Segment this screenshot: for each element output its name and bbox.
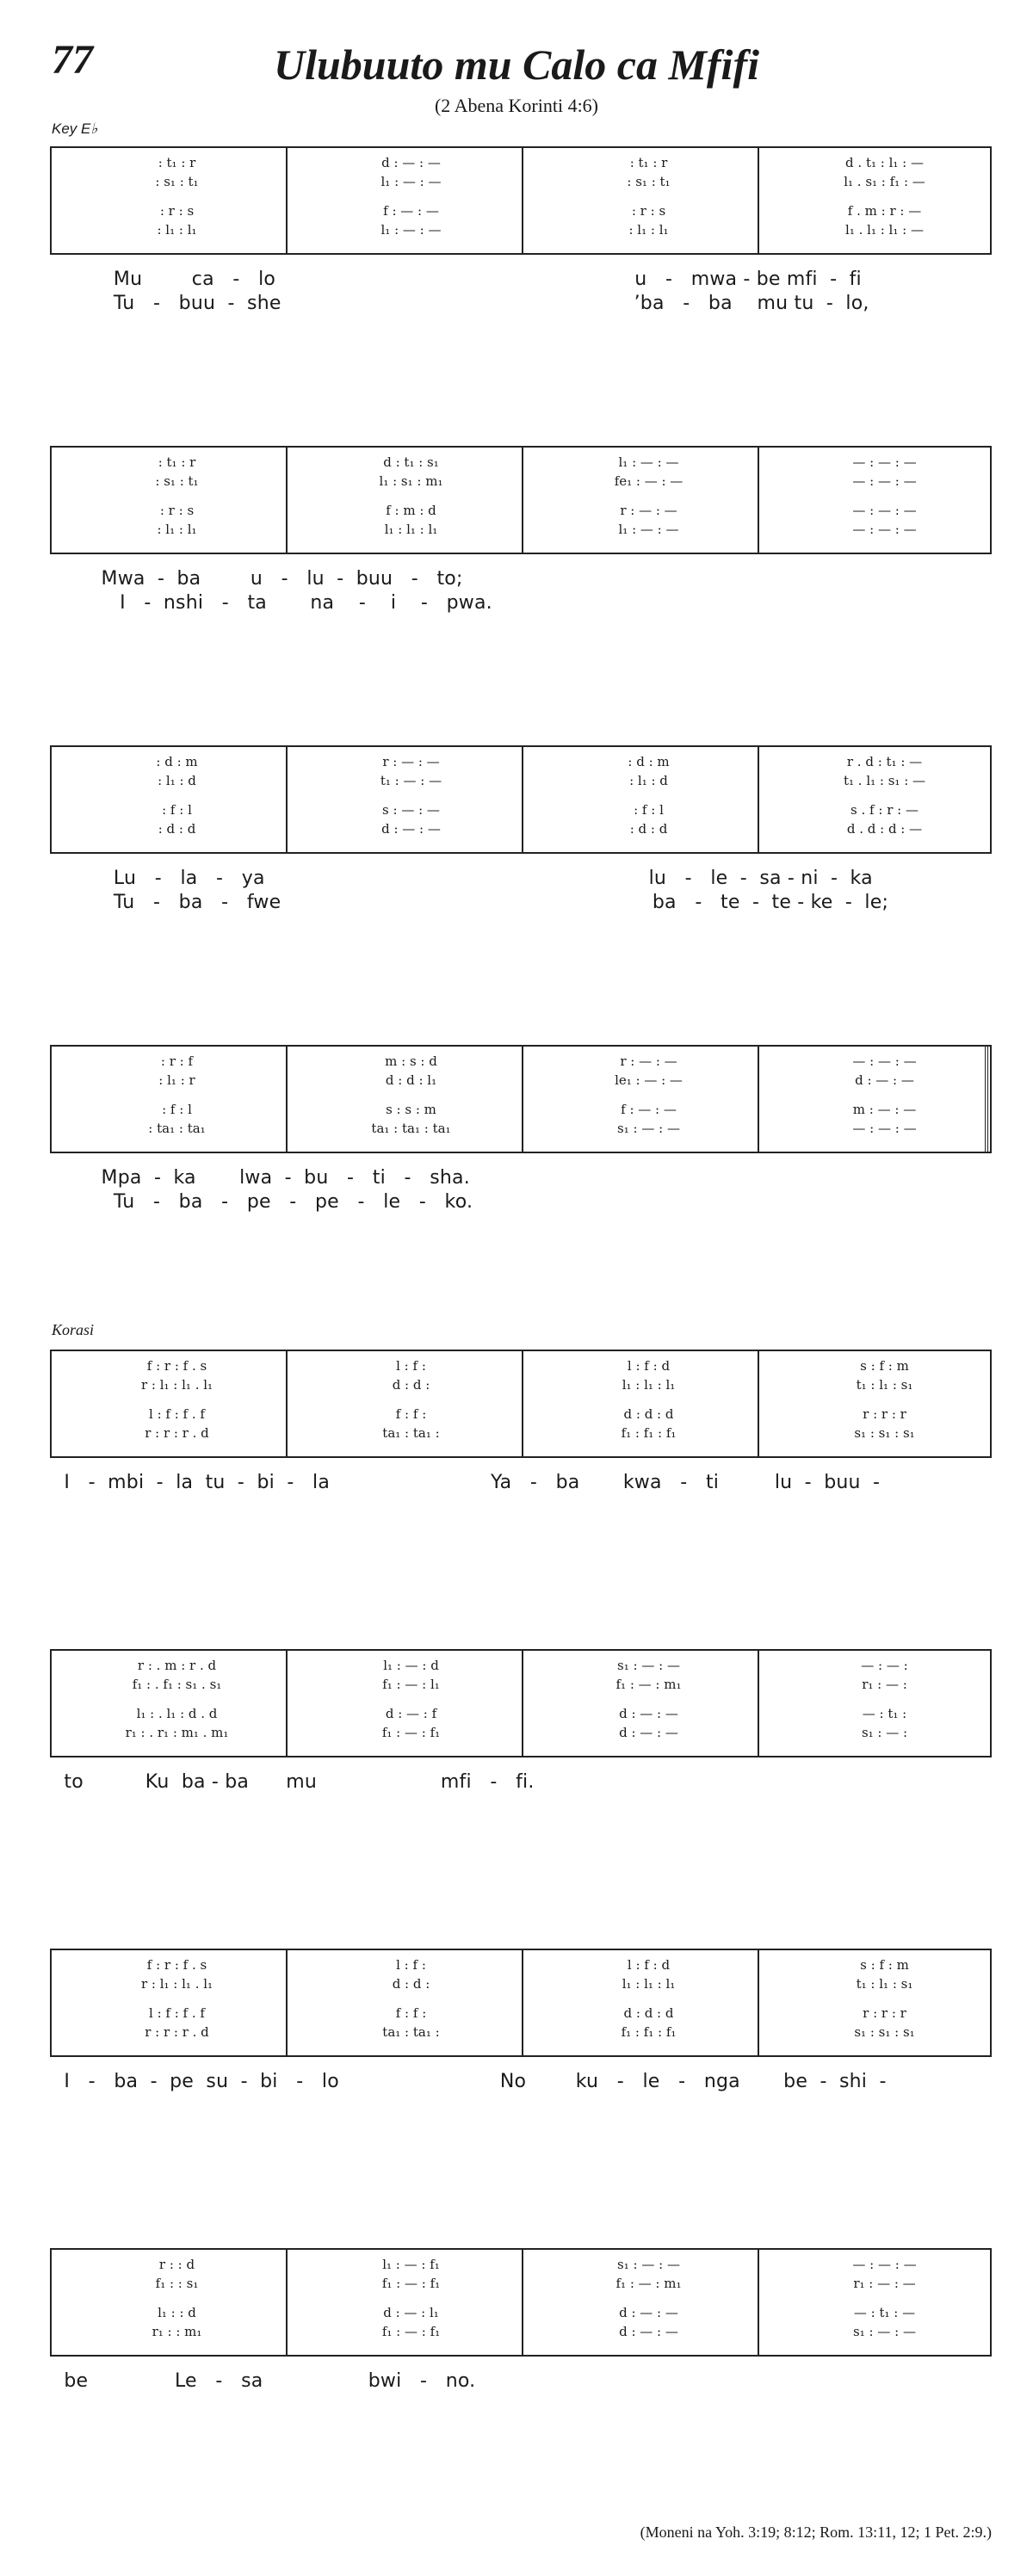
voice-row xyxy=(52,473,990,491)
footer-references: (Moneni na Yoh. 3:19; 8:12; Rom. 13:11, 12; 1 Pet. 2:9.) xyxy=(640,2523,992,2541)
solfa-measure: d : — : — xyxy=(619,1725,678,1740)
solfa-measure: f₁ : — : m₁ xyxy=(615,1677,682,1692)
solfa-measure: d . t₁ : l₁ : — xyxy=(845,155,924,170)
voice-row xyxy=(52,2324,990,2341)
solfa-measure: r₁ : — : xyxy=(862,1677,907,1692)
chorus-label: Korasi xyxy=(52,1321,95,1338)
solfa-measure: d : d : xyxy=(392,1377,430,1393)
solfa-measure: ta₁ : ta₁ : xyxy=(382,1425,440,1441)
solfa-measure: : l₁ : l₁ xyxy=(157,222,197,238)
solfa-measure: f₁ : f₁ : f₁ xyxy=(621,1425,677,1441)
voice-row xyxy=(52,1358,990,1375)
solfa-measure: l₁ : — : — xyxy=(380,174,442,189)
solfa-measure: : l₁ : l₁ xyxy=(628,222,669,238)
voice-row xyxy=(52,1957,990,1974)
solfa-measure: f₁ : — : f₁ xyxy=(381,2276,441,2291)
solfa-measure: r : r : r xyxy=(863,1406,906,1422)
voice-row xyxy=(52,1658,990,1675)
lyric-line: Mwa - ba u - lu - buu - to; xyxy=(52,568,463,590)
solfa-measure: f₁ : — : m₁ xyxy=(615,2276,682,2291)
solfa-measure: m : — : — xyxy=(852,1102,917,1117)
solfa-measure: r : — : — xyxy=(620,1053,677,1069)
solfa-measure: — : — : — xyxy=(852,473,917,489)
lyric-line: Mu ca - lo u - mwa - be mfi - fi xyxy=(52,269,862,290)
solfa-measure: r : : d xyxy=(158,2257,195,2272)
solfa-measure: d : — : — xyxy=(381,155,441,170)
solfa-measure: : s₁ : t₁ xyxy=(627,174,671,189)
solfa-measure: f : — : — xyxy=(383,203,439,219)
solfa-measure: : s₁ : t₁ xyxy=(155,473,199,489)
solfa-measure: s : s : m xyxy=(386,1102,436,1117)
solfa-measure: r : r : r . d xyxy=(145,1425,209,1441)
voice-row xyxy=(52,1425,990,1442)
solfa-measure: l : f : d xyxy=(627,1957,671,1973)
solfa-measure: — : — : — xyxy=(852,1121,917,1136)
voice-row xyxy=(52,1377,990,1394)
voice-row xyxy=(52,821,990,838)
solfa-measure: — : — : — xyxy=(852,2257,917,2272)
solfa-measure: l₁ : s₁ : m₁ xyxy=(379,473,443,489)
solfa-measure: : t₁ : r xyxy=(158,155,196,170)
solfa-measure: f₁ : . f₁ : s₁ . s₁ xyxy=(132,1677,222,1692)
voice-row xyxy=(52,1053,990,1071)
solfa-measure: l : f : xyxy=(396,1957,426,1973)
solfa-measure: l₁ : — : d xyxy=(383,1658,439,1673)
solfa-measure: f₁ : — : f₁ xyxy=(381,2324,441,2339)
solfa-measure: r : . m : r . d xyxy=(137,1658,217,1673)
music-system xyxy=(50,146,992,255)
solfa-measure: l : f : xyxy=(396,1358,426,1374)
solfa-measure: l₁ : — : — xyxy=(380,222,442,238)
solfa-measure: r : l₁ : l₁ . l₁ xyxy=(140,1377,213,1393)
voice-row xyxy=(52,222,990,239)
voice-row xyxy=(52,2024,990,2042)
solfa-measure: : d : d xyxy=(158,821,196,837)
solfa-measure: d : — : — xyxy=(619,1706,678,1721)
solfa-measure: : s₁ : t₁ xyxy=(155,174,199,189)
lyric-line: I - mbi - la tu - bi - la Ya - ba kwa - ti lu - buu - xyxy=(52,1472,881,1493)
music-system xyxy=(50,745,992,854)
voice-row xyxy=(52,174,990,191)
solfa-measure: l₁ : l₁ : l₁ xyxy=(622,1976,676,1992)
lyric-line: I - ba - pe su - bi - lo No ku - le - nga be - shi - xyxy=(52,2071,887,2092)
solfa-measure: f₁ : — : f₁ xyxy=(381,1725,441,1740)
solfa-measure: s₁ : — : — xyxy=(853,2324,916,2339)
solfa-measure: d : — : — xyxy=(619,2305,678,2320)
solfa-measure: l₁ : l₁ : l₁ xyxy=(384,522,438,537)
solfa-measure: f₁ : f₁ : f₁ xyxy=(621,2024,677,2040)
solfa-measure: f : r : f . s xyxy=(146,1358,207,1374)
key-signature: Key E♭ xyxy=(52,120,98,137)
solfa-measure: d : — : f xyxy=(385,1706,437,1721)
solfa-measure: t₁ : — : — xyxy=(380,773,442,788)
solfa-measure: r : — : — xyxy=(382,754,440,769)
solfa-measure: d : d : d xyxy=(623,2005,674,2021)
solfa-measure: r₁ : : m₁ xyxy=(152,2324,202,2339)
solfa-measure: s : f : m xyxy=(860,1957,909,1973)
voice-row xyxy=(52,1677,990,1694)
solfa-measure: — : t₁ : — xyxy=(853,2305,916,2320)
solfa-measure: d : d : d xyxy=(623,1406,674,1422)
voice-row xyxy=(52,203,990,220)
solfa-measure: : l₁ : r xyxy=(158,1072,195,1088)
solfa-measure: f : r : f . s xyxy=(146,1957,207,1973)
solfa-measure: r : l₁ : l₁ . l₁ xyxy=(140,1976,213,1992)
solfa-measure: l₁ : l₁ : l₁ xyxy=(622,1377,676,1393)
solfa-measure: l : f : f . f xyxy=(149,1406,205,1422)
lyric-line: Lu - la - ya lu - le - sa - ni - ka xyxy=(52,868,873,889)
solfa-measure: l₁ : — : — xyxy=(618,454,679,470)
voice-row xyxy=(52,1725,990,1742)
solfa-measure: m : s : d xyxy=(385,1053,437,1069)
solfa-measure: l₁ : — : f₁ xyxy=(382,2257,440,2272)
solfa-measure: : r : s xyxy=(631,203,666,219)
lyric-line: Tu - ba - pe - pe - le - ko. xyxy=(52,1191,473,1213)
solfa-measure: l : f : d xyxy=(627,1358,671,1374)
voice-row xyxy=(52,522,990,539)
voice-row xyxy=(52,1706,990,1723)
solfa-measure: d : t₁ : s₁ xyxy=(383,454,439,470)
voice-row xyxy=(52,1102,990,1119)
solfa-measure: : f : l xyxy=(162,1102,192,1117)
voice-row xyxy=(52,1121,990,1138)
scripture-reference: (2 Abena Korinti 4:6) xyxy=(434,95,599,116)
voice-row xyxy=(52,802,990,819)
voice-row xyxy=(52,1976,990,1993)
music-system xyxy=(50,1949,992,2057)
solfa-measure: s₁ : — : — xyxy=(617,2257,680,2272)
solfa-measure: r : r : r xyxy=(863,2005,906,2021)
voice-row xyxy=(52,2005,990,2023)
solfa-measure: f : — : — xyxy=(621,1102,677,1117)
solfa-measure: : l₁ : l₁ xyxy=(157,522,197,537)
solfa-measure: : r : s xyxy=(159,203,195,219)
lyric-line: Tu - ba - fwe ba - te - te - ke - le; xyxy=(52,892,889,913)
solfa-measure: r : r : r . d xyxy=(145,2024,209,2040)
solfa-measure: : r : s xyxy=(159,503,195,518)
solfa-measure: — : — : — xyxy=(852,503,917,518)
hymn-number: 77 xyxy=(52,37,93,83)
solfa-measure: s₁ : s₁ : s₁ xyxy=(854,2024,915,2040)
solfa-measure: s₁ : — : — xyxy=(617,1658,680,1673)
music-system xyxy=(50,1045,992,1153)
voice-row xyxy=(52,1072,990,1090)
lyric-line: be Le - sa bwi - no. xyxy=(52,2370,476,2392)
music-system xyxy=(50,446,992,554)
music-system xyxy=(50,1350,992,1458)
solfa-measure: f : m : d xyxy=(386,503,436,518)
solfa-measure: t₁ : l₁ : s₁ xyxy=(856,1377,913,1393)
solfa-measure: — : — : — xyxy=(852,454,917,470)
voice-row xyxy=(52,2257,990,2274)
solfa-measure: : l₁ : d xyxy=(629,773,668,788)
solfa-measure: : r : f xyxy=(160,1053,194,1069)
solfa-measure: ta₁ : ta₁ : xyxy=(382,2024,440,2040)
solfa-measure: s . f : r : — xyxy=(851,802,919,818)
voice-row xyxy=(52,454,990,472)
lyric-line: Tu - buu - she ’ba - ba mu tu - lo, xyxy=(52,293,869,314)
solfa-measure: l : f : f . f xyxy=(149,2005,205,2021)
solfa-measure: s₁ : — : xyxy=(861,1725,908,1740)
solfa-measure: l₁ . l₁ : l₁ : — xyxy=(845,222,924,238)
solfa-measure: l₁ . s₁ : f₁ : — xyxy=(844,174,925,189)
solfa-measure: d . d : d : — xyxy=(846,821,923,837)
solfa-measure: — : — : xyxy=(861,1658,908,1673)
solfa-measure: s : — : — xyxy=(382,802,440,818)
solfa-measure: f . m : r : — xyxy=(847,203,922,219)
solfa-measure: r : — : — xyxy=(620,503,677,518)
solfa-measure: — : — : — xyxy=(852,1053,917,1069)
solfa-measure: : d : d xyxy=(629,821,668,837)
voice-row xyxy=(52,2276,990,2293)
solfa-measure: d : — : — xyxy=(855,1072,914,1088)
voice-row xyxy=(52,773,990,790)
music-system xyxy=(50,1649,992,1757)
music-system xyxy=(50,2248,992,2357)
solfa-measure: f : f : xyxy=(395,2005,427,2021)
solfa-measure: d : d : xyxy=(392,1976,430,1992)
lyric-line: to Ku ba - ba mu mfi - fi. xyxy=(52,1771,535,1793)
solfa-measure: : d : m xyxy=(628,754,670,769)
solfa-measure: : f : l xyxy=(162,802,192,818)
solfa-measure: f : f : xyxy=(395,1406,427,1422)
solfa-measure: f₁ : : s₁ xyxy=(155,2276,199,2291)
hymn-title: Ulubuuto mu Calo ca Mfifi xyxy=(274,40,759,89)
solfa-measure: r₁ : . r₁ : m₁ . m₁ xyxy=(125,1725,229,1740)
solfa-measure: l₁ : : d xyxy=(158,2305,196,2320)
solfa-measure: : t₁ : r xyxy=(629,155,668,170)
solfa-measure: l₁ : — : — xyxy=(618,522,679,537)
solfa-measure: d : — : — xyxy=(381,821,441,837)
solfa-measure: r . d : t₁ : — xyxy=(846,754,923,769)
solfa-measure: f₁ : — : l₁ xyxy=(382,1677,440,1692)
solfa-measure: l₁ : . l₁ : d . d xyxy=(136,1706,218,1721)
voice-row xyxy=(52,155,990,172)
solfa-measure: : t₁ : r xyxy=(158,454,196,470)
solfa-measure: ta₁ : ta₁ : ta₁ xyxy=(371,1121,451,1136)
voice-row xyxy=(52,754,990,771)
solfa-measure: — : t₁ : xyxy=(862,1706,907,1721)
solfa-measure: r₁ : — : — xyxy=(853,2276,916,2291)
lyric-line: I - nshi - ta na - i - pwa. xyxy=(52,592,492,614)
solfa-measure: : ta₁ : ta₁ xyxy=(148,1121,206,1136)
solfa-measure: : l₁ : d xyxy=(158,773,196,788)
solfa-measure: d : d : l₁ xyxy=(385,1072,437,1088)
solfa-measure: t₁ : l₁ : s₁ xyxy=(856,1976,913,1992)
solfa-measure: fe₁ : — : — xyxy=(614,473,684,489)
solfa-measure: d : — : l₁ xyxy=(383,2305,439,2320)
solfa-measure: : f : l xyxy=(634,802,664,818)
solfa-measure: s : f : m xyxy=(860,1358,909,1374)
solfa-measure: — : — : — xyxy=(852,522,917,537)
solfa-measure: t₁ . l₁ : s₁ : — xyxy=(843,773,926,788)
solfa-measure: s₁ : — : — xyxy=(617,1121,680,1136)
solfa-measure: le₁ : — : — xyxy=(615,1072,683,1088)
voice-row xyxy=(52,1406,990,1424)
voice-row xyxy=(52,2305,990,2322)
solfa-measure: s₁ : s₁ : s₁ xyxy=(854,1425,915,1441)
solfa-measure: d : — : — xyxy=(619,2324,678,2339)
voice-row xyxy=(52,503,990,520)
lyric-line: Mpa - ka lwa - bu - ti - sha. xyxy=(52,1167,470,1189)
solfa-measure: : d : m xyxy=(156,754,198,769)
